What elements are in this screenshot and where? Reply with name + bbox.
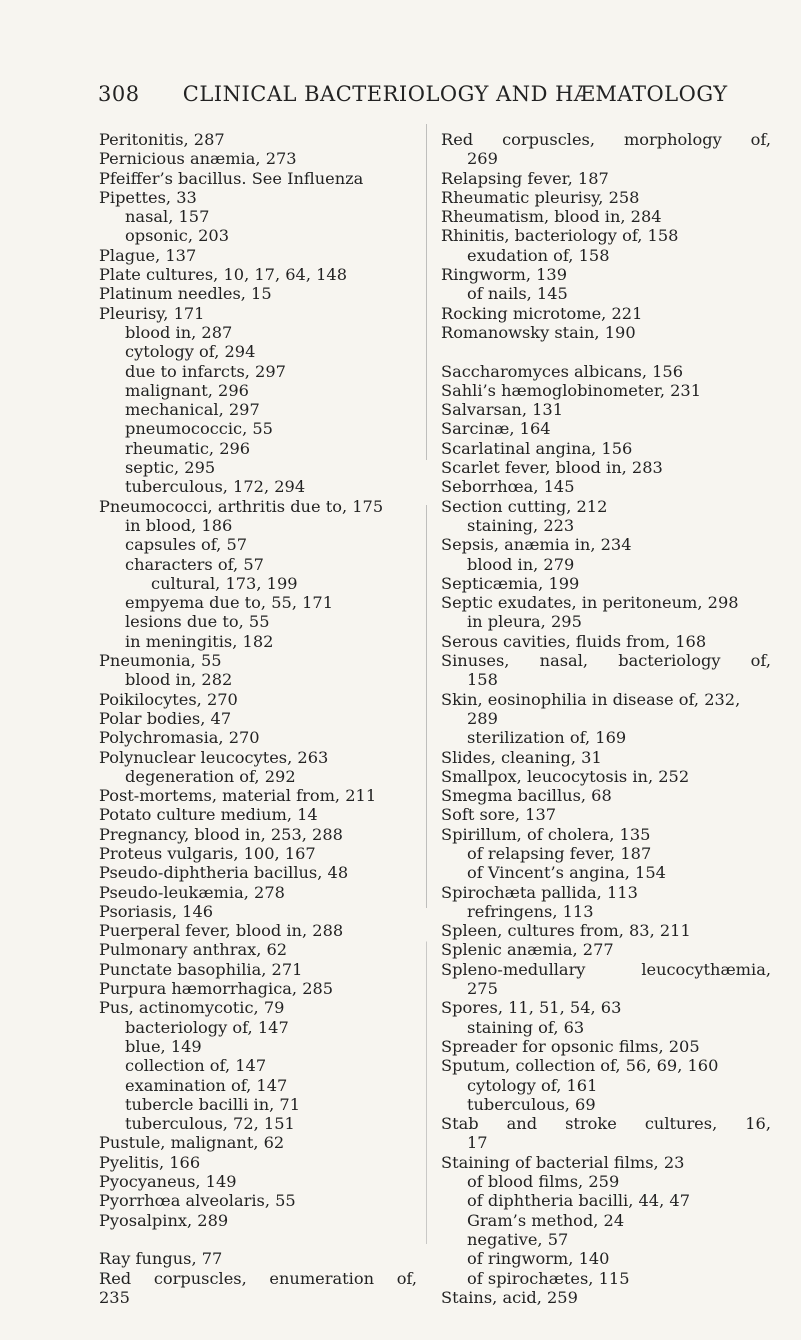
index-entry-text: Polynuclear leucocytes, 263 [99,747,329,767]
index-entry-text: Pipettes, 33 [99,187,197,207]
index-entry-text: cytology of, 294 [125,342,256,362]
index-entry [99,940,417,959]
index-entry-text: Red corpuscles, morphology of, [441,130,771,149]
index-subentry [441,246,771,265]
index-entry [99,979,417,998]
index-entry-text: Puerperal fever, blood in, 288 [99,921,344,941]
index-entry [441,169,771,188]
index-entry-text: Pleurisy, 171 [99,303,205,323]
index-entry-text: Scarlet fever, blood in, 283 [441,458,663,478]
index-subentry [99,1114,417,1133]
index-subentry [441,1133,771,1152]
index-entry [441,960,771,979]
index-entry [99,265,417,284]
index-entry-text: Slides, cleaning, 31 [441,747,602,767]
index-entry [441,458,771,477]
index-entry [99,825,417,844]
index-entry [441,207,771,226]
index-entry-text: Punctate basophilia, 271 [99,959,303,979]
index-entry-text: sterilization of, 169 [467,728,627,748]
index-entry [99,130,417,149]
index-subentry [441,1076,771,1095]
index-subentry [441,612,771,631]
index-entry-text: Polar bodies, 47 [99,708,232,728]
index-entry [99,960,417,979]
index-entry-text: Spleen, cultures from, 83, 211 [441,921,691,941]
index-entry-text: Pyorrhœa alveolaris, 55 [99,1191,296,1211]
index-subentry [99,477,417,496]
index-subentry [99,342,417,361]
index-subentry [441,979,771,998]
index-entry-text: tubercle bacilli in, 71 [125,1094,301,1114]
index-entry-text: blood in, 287 [125,322,233,342]
index-subentry [441,1211,771,1230]
index-subentry [441,1095,771,1114]
index-subentry [441,1018,771,1037]
index-entry-text: Spreader for opsonic films, 205 [441,1036,700,1056]
index-entry [441,419,771,438]
index-entry-text: Pyocyaneus, 149 [99,1172,237,1192]
index-entry-text: in meningitis, 182 [125,631,274,651]
index-entry-text: Gram’s method, 24 [467,1210,625,1230]
index-entry-text: Soft sore, 137 [441,805,557,825]
index-entry-text: Septicæmia, 199 [441,573,580,593]
index-subentry [441,1230,771,1249]
index-entry-text: blue, 149 [125,1036,202,1056]
page-header [98,82,728,106]
index-subentry [99,323,417,342]
index-entry-text: Saccharomyces albicans, 156 [441,361,684,381]
index-entry-text: Scarlatinal angina, 156 [441,438,633,458]
index-entry [441,265,771,284]
index-entry-text: Poikilocytes, 270 [99,689,238,709]
index-entry-text: Pyosalpinx, 289 [99,1210,229,1230]
index-entry-text: Red corpuscles, enumeration of, [99,1268,417,1288]
index-subentry [441,284,771,303]
index-entry [441,477,771,496]
index-subentry [99,1095,417,1114]
index-entry [441,825,771,844]
index-entry-text: staining, 223 [467,515,575,535]
index-subentry [99,632,417,651]
index-entry [99,863,417,882]
index-entry [99,304,417,323]
index-entry-text: in pleura, 295 [467,612,582,632]
index-entry-text: blood in, 279 [467,554,575,574]
index-entry-text: bacteriology of, 147 [125,1017,289,1037]
index-entry-text: cytology of, 161 [467,1075,598,1095]
index-entry-text: malignant, 296 [125,380,249,400]
index-entry [441,651,771,670]
index-entry [441,786,771,805]
index-entry-text: Ray fungus, 77 [99,1249,223,1269]
index-entry [441,323,771,342]
index-entry-text: Romanowsky stain, 190 [441,322,636,342]
index-entry-text: of spirochætes, 115 [467,1268,630,1288]
index-entry-text: due to infarcts, 297 [125,361,286,381]
index-entry-text: of blood films, 259 [467,1172,620,1192]
section-gap [99,1230,417,1249]
index-subentry [99,1056,417,1075]
index-entry [99,1211,417,1230]
index-subentry [441,1269,771,1288]
index-entry-text: Smegma bacillus, 68 [441,786,612,806]
index-entry [99,284,417,303]
index-entry-text: Sarcinæ, 164 [441,419,551,439]
index-entry [99,805,417,824]
index-entry-text: Relapsing fever, 187 [441,168,609,188]
index-entry-text: capsules of, 57 [125,535,248,555]
column-divider [426,124,427,1244]
index-entry-text: characters of, 57 [125,554,264,574]
index-entry-text: 289 [467,708,498,728]
index-entry-text: Serous cavities, fluids from, 168 [441,631,707,651]
index-entry [99,1191,417,1210]
index-entry [441,632,771,651]
index-entry-text: in blood, 186 [125,515,233,535]
index-entry-text: Pus, actinomycotic, 79 [99,998,285,1018]
index-entry-text: 269 [467,149,498,169]
index-entry [99,844,417,863]
index-entry-text: Sepsis, anæmia in, 234 [441,535,632,555]
index-entry [99,883,417,902]
index-entry [441,1288,771,1307]
index-entry [99,188,417,207]
index-entry [99,246,417,265]
index-entry-text: Pneumonia, 55 [99,651,222,671]
index-entry-text: 17 [467,1133,488,1153]
index-entry-text: degeneration of, 292 [125,766,296,786]
index-subentry [99,1037,417,1056]
index-entry [441,226,771,245]
index-entry-text: mechanical, 297 [125,400,260,420]
index-entry [441,1037,771,1056]
index-entry [441,805,771,824]
index-column-right [441,130,771,1307]
index-subentry [99,1076,417,1095]
index-entry-text: of Vincent’s angina, 154 [467,863,666,883]
index-entry-text: Ringworm, 139 [441,265,568,285]
index-subentry [99,400,417,419]
index-subentry [99,612,417,631]
index-subentry [99,516,417,535]
index-entry [441,690,771,709]
index-subentry [99,574,417,593]
index-entry [99,998,417,1017]
index-entry-text: Platinum needles, 15 [99,284,272,304]
index-subentry [99,362,417,381]
index-entry-text: pneumococcic, 55 [125,419,273,439]
index-entry-text: 158 [467,670,498,690]
index-entry [441,130,771,149]
index-entry-text: collection of, 147 [125,1056,267,1076]
index-entry-text: Rhinitis, bacteriology of, 158 [441,226,679,246]
index-entry [441,593,771,612]
index-entry-text: Pseudo-diphtheria bacillus, 48 [99,863,349,883]
index-entry-text: blood in, 282 [125,670,233,690]
index-subentry [441,728,771,747]
index-entry-text: Pfeiffer’s bacillus. See Influenza [99,168,364,188]
index-entry-text: Pseudo-leukæmia, 278 [99,882,285,902]
index-entry-text: lesions due to, 55 [125,612,270,632]
index-entry-text: septic, 295 [125,458,216,478]
index-entry [99,728,417,747]
index-entry-text: examination of, 147 [125,1075,288,1095]
index-entry-text: staining of, 63 [467,1017,585,1037]
index-subentry [441,1191,771,1210]
index-entry-text: Purpura hæmorrhagica, 285 [99,979,334,999]
index-subentry [441,670,771,689]
index-entry-text: opsonic, 203 [125,226,230,246]
index-entry-text: Peritonitis, 287 [99,130,225,149]
index-subentry [99,419,417,438]
index-entry [99,1133,417,1152]
page-number: 308 [98,82,140,106]
index-entry-text: Section cutting, 212 [441,496,608,516]
index-entry-text: Plate cultures, 10, 17, 64, 148 [99,265,348,285]
index-entry [441,439,771,458]
index-entry-text: Pustule, malignant, 62 [99,1133,285,1153]
index-subentry [99,458,417,477]
index-entry [99,902,417,921]
index-entry [99,709,417,728]
index-entry-text: Post-mortems, material from, 211 [99,786,377,806]
index-entry-text: Stab and stroke cultures, 16, [441,1114,771,1134]
index-entry [441,921,771,940]
index-entry-text: Spirochæta pallida, 113 [441,882,638,902]
index-entry [99,169,417,188]
index-entry-text: nasal, 157 [125,207,210,227]
index-subentry [99,593,417,612]
index-entry-text: Sinuses, nasal, bacteriology of, [441,651,771,671]
index-entry [441,1114,771,1133]
running-title: CLINICAL BACTERIOLOGY AND HÆMATOLOGY [182,82,728,106]
index-subentry [99,535,417,554]
index-entry-text: Salvarsan, 131 [441,400,564,420]
index-subentry [441,844,771,863]
index-entry-text: negative, 57 [467,1229,569,1249]
index-entry-text: of nails, 145 [467,284,568,304]
index-entry-text: exudation of, 158 [467,245,610,265]
index-entry-text: empyema due to, 55, 171 [125,593,334,613]
index-entry-text: Spleno-medullary leucocythæmia, [441,959,771,979]
index-entry [99,1249,417,1268]
index-subentry [99,670,417,689]
index-entry-text: 275 [467,979,498,999]
index-subentry [441,149,771,168]
index-entry-text: Sputum, collection of, 56, 69, 160 [441,1056,719,1076]
index-entry-text: Sahli’s hæmoglobinometer, 231 [441,380,702,400]
index-entry [441,381,771,400]
index-entry [441,1056,771,1075]
index-entry-text: Rheumatic pleurisy, 258 [441,187,640,207]
index-subentry [99,226,417,245]
index-entry [441,1153,771,1172]
index-entry [99,1288,417,1307]
index-entry-text: of diphtheria bacilli, 44, 47 [467,1191,690,1211]
index-subentry [99,555,417,574]
index-subentry [99,381,417,400]
index-subentry [441,555,771,574]
index-entry-text: Proteus vulgaris, 100, 167 [99,843,316,863]
index-subentry [441,1172,771,1191]
index-subentry [99,1018,417,1037]
index-entry [99,1172,417,1191]
index-entry-text: refringens, 113 [467,901,594,921]
index-entry-text: tuberculous, 72, 151 [125,1114,295,1134]
index-entry [441,574,771,593]
index-entry-text: Splenic anæmia, 277 [441,940,614,960]
index-entry [441,400,771,419]
section-gap [441,342,771,361]
index-entry-text: Rheumatism, blood in, 284 [441,207,662,227]
index-entry-text: cultural, 173, 199 [151,573,298,593]
index-subentry [99,439,417,458]
index-entry [99,1269,417,1288]
index-entry [99,497,417,516]
index-entry [441,362,771,381]
index-entry [99,921,417,940]
index-column-left [99,130,417,1307]
index-entry-text: tuberculous, 69 [467,1094,596,1114]
index-subentry [441,516,771,535]
index-entry-text: Pulmonary anthrax, 62 [99,940,288,960]
index-entry [99,748,417,767]
index-entry-text: Spirillum, of cholera, 135 [441,824,651,844]
index-entry-text: Pneumococci, arthritis due to, 175 [99,496,384,516]
index-entry [441,304,771,323]
index-entry [99,1153,417,1172]
index-entry-text: 235 [99,1287,130,1307]
index-entry-text: Polychromasia, 270 [99,728,260,748]
index-entry [441,998,771,1017]
index-entry-text: rheumatic, 296 [125,438,251,458]
index-entry-text: Potato culture medium, 14 [99,805,318,825]
index-entry [441,883,771,902]
index-entry-text: Stains, acid, 259 [441,1287,578,1307]
index-entry-text: Seborrhœa, 145 [441,477,575,497]
index-entry [441,748,771,767]
index-entry-text: Smallpox, leucocytosis in, 252 [441,766,690,786]
index-entry-text: Septic exudates, in peritoneum, 298 [441,593,739,613]
index-entry-text: Pyelitis, 166 [99,1152,201,1172]
index-entry [99,651,417,670]
index-subentry [441,1249,771,1268]
index-entry [441,188,771,207]
index-subentry [99,207,417,226]
index-subentry [441,863,771,882]
index-entry-text: Pernicious anæmia, 273 [99,149,297,169]
index-entry-text: Rocking microtome, 221 [441,303,643,323]
index-subentry [441,709,771,728]
index-entry [441,767,771,786]
index-entry-text: of relapsing fever, 187 [467,843,652,863]
index-entry [441,497,771,516]
index-subentry [99,767,417,786]
index-entry-text: Skin, eosinophilia in disease of, 232, [441,689,741,709]
index-entry [441,535,771,554]
index-entry-text: Pregnancy, blood in, 253, 288 [99,824,343,844]
index-entry [99,690,417,709]
index-entry-text: Spores, 11, 51, 54, 63 [441,998,622,1018]
index-entry-text: Plague, 137 [99,245,197,265]
index-entry-text: tuberculous, 172, 294 [125,477,306,497]
index-entry [99,786,417,805]
index-entry [441,940,771,959]
index-entry-text: of ringworm, 140 [467,1249,610,1269]
index-subentry [441,902,771,921]
index-entry-text: Staining of bacterial films, 23 [441,1152,685,1172]
index-entry-text: Psoriasis, 146 [99,901,214,921]
index-entry [99,149,417,168]
